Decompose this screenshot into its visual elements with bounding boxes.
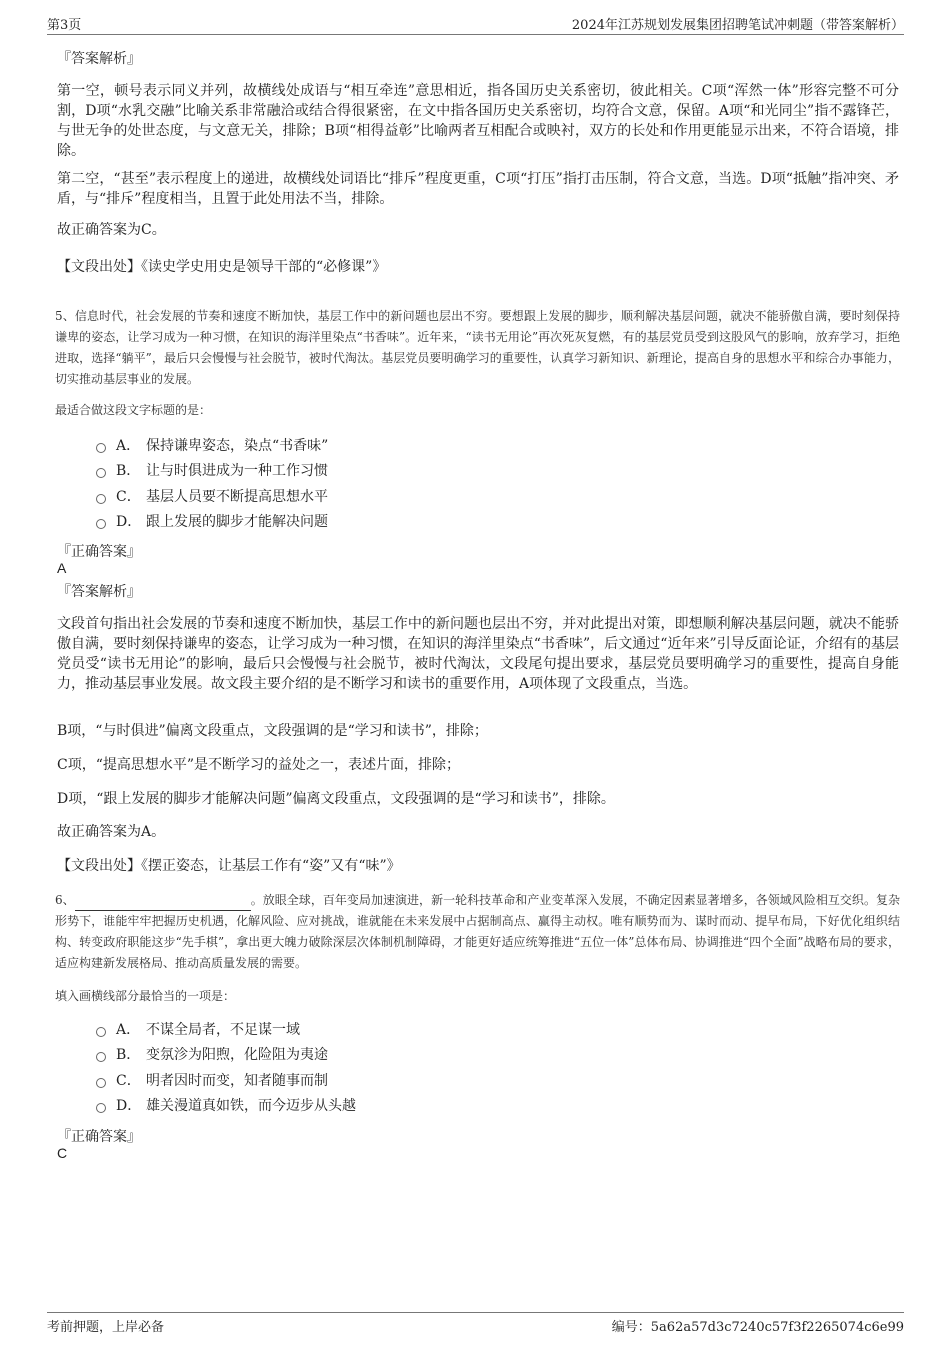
analysis-paragraph: 第二空，“甚至”表示程度上的递进，故横线处词语比“排斥”程度更重，C项“打压”指打击压制，符合文意，当选。D项“抵触”指冲突、矛盾，与“排斥”程度相当，且置于此处用法不当，排除。: [57, 171, 899, 207]
analysis-label: 『答案解析』: [57, 51, 141, 67]
page-number: 第3页: [47, 18, 82, 33]
question-body: 。放眼全球，百年变局加速演进，新一轮科技革命和产业变革深入发展，不确定因素显著增多，各领域风险相互交织。复杂形势下，谁能牢牢把握历史机遇，化解风险、应对挑战，谁就能在未来发展中占据制高点、赢得主动权。唯有顺势而为、谋时而动、提早布局，下好优化组织结构、转变政府职能这步“先手棋”，拿出更大魄力破除深层次体制机制障碍，才能更好适应统筹推进“五位一体”总体布局、协调推进“四个全面”战略布局的要求，适应构建新发展格局、推动高质量发展的需要。: [55, 893, 900, 970]
question-number: 6、: [55, 893, 75, 907]
radio-button-icon[interactable]: [96, 1078, 106, 1088]
correct-answer: C: [57, 1145, 68, 1161]
source-citation: 【文段出处】《摆正姿态，让基层工作有“姿”又有“味”》: [57, 858, 401, 874]
radio-button-icon[interactable]: [96, 494, 106, 504]
correct-answer: A: [57, 560, 67, 576]
radio-button-icon[interactable]: [96, 1052, 106, 1062]
document-title: 2024年江苏规划发展集团招聘笔试冲刺题（带答案解析）: [571, 18, 904, 33]
question-prompt: 最适合做这段文字标题的是：: [55, 403, 212, 417]
option-d[interactable]: [96, 1096, 356, 1116]
document-id: 编号：5a62a57d3c7240c57f3f2265074c6e99: [611, 1320, 904, 1335]
option-text: 明者因时而变，知者随事而制: [146, 1073, 328, 1089]
option-text: 让与时俱进成为一种工作习惯: [146, 463, 328, 479]
option-text: 变氛沴为阳煦，化险阻为夷途: [146, 1047, 328, 1063]
option-c[interactable]: [96, 1071, 328, 1091]
option-letter: A．: [116, 1022, 141, 1038]
radio-button-icon[interactable]: [96, 443, 106, 453]
page-footer: [47, 1312, 904, 1335]
footer-slogan: 考前押题，上岸必备: [47, 1320, 165, 1335]
option-b[interactable]: [96, 1045, 328, 1065]
option-b[interactable]: [96, 461, 328, 481]
analysis-paragraph: D项，“跟上发展的脚步才能解决问题”偏离文段重点，文段强调的是“学习和读书”，排除。: [57, 791, 615, 807]
option-text: 跟上发展的脚步才能解决问题: [146, 514, 328, 530]
option-letter: C．: [116, 1073, 141, 1089]
option-letter: B．: [116, 1047, 141, 1063]
question-prompt: 填入画横线部分最恰当的一项是：: [55, 989, 236, 1003]
option-letter: A．: [116, 438, 141, 454]
radio-button-icon[interactable]: [96, 1027, 106, 1037]
option-d[interactable]: [96, 512, 328, 532]
option-text: 不谋全局者，不足谋一域: [146, 1022, 300, 1038]
question-text: [55, 890, 900, 974]
option-c[interactable]: [96, 487, 328, 507]
radio-button-icon[interactable]: [96, 468, 106, 478]
radio-button-icon[interactable]: [96, 519, 106, 529]
option-a[interactable]: [96, 1020, 300, 1040]
option-text: 保持谦卑姿态，染点“书香味”: [146, 438, 329, 454]
analysis-paragraph: 第一空，顿号表示同义并列，故横线处成语与“相互牵连”意思相近，指各国历史关系密切，彼此相关。C项“浑然一体”形容完整不可分割，D项“水乳交融”比喻关系非常融洽或结合得很紧密，在文中指各国历史关系密切，均符合文意，保留。A项“和光同尘”指不露锋芒，与世无争的处世态度，与文意无关，排除；B项“相得益彰”比喻两者互相配合或映衬，双方的长处和作用更能显示出来，不符合语境，排除。: [57, 83, 899, 159]
option-letter: D．: [116, 1098, 142, 1114]
analysis-conclusion: 故正确答案为C。: [57, 222, 166, 238]
correct-answer-label: 『正确答案』: [57, 544, 141, 560]
option-letter: D．: [116, 514, 142, 530]
analysis-paragraph: C项，“提高思想水平”是不断学习的益处之一，表述片面，排除；: [57, 757, 461, 773]
fill-in-blank: [75, 897, 251, 911]
page-header: [47, 12, 904, 35]
option-text: 基层人员要不断提高思想水平: [146, 489, 328, 505]
source-citation: 【文段出处】《读史学史用史是领导干部的“必修课”》: [57, 259, 387, 275]
analysis-conclusion: 故正确答案为A。: [57, 824, 166, 840]
option-letter: B．: [116, 463, 141, 479]
analysis-paragraph: 文段首句指出社会发展的节奏和速度不断加快，基层工作中的新问题也层出不穷，并对此提出对策，即想顺利解决基层问题，就决不能骄傲自满，要时刻保持谦卑的姿态，让学习成为一种习惯，在知识的海洋里染点“书香味”，后文通过“近年来”引导反面论证，介绍有的基层党员受“读书无用论”的影响，最后只会慢慢与社会脱节，被时代淘汰，文段尾句提出要求，基层党员要明确学习的重要性，提高自身能力，推动基层事业发展。故文段主要介绍的是不断学习和读书的重要作用，A项体现了文段重点，当选。: [57, 616, 899, 692]
option-text: 雄关漫道真如铁，而今迈步从头越: [146, 1098, 356, 1114]
correct-answer-label: 『正确答案』: [57, 1129, 141, 1145]
analysis-paragraph: B项，“与时俱进”偏离文段重点，文段强调的是“学习和读书”，排除；: [57, 723, 488, 739]
radio-button-icon[interactable]: [96, 1103, 106, 1113]
option-letter: C．: [116, 489, 141, 505]
option-a[interactable]: [96, 436, 328, 456]
analysis-label: 『答案解析』: [57, 584, 141, 600]
question-text: 5、信息时代，社会发展的节奏和速度不断加快，基层工作中的新问题也层出不穷。要想跟上发展的脚步，顺利解决基层问题，就决不能骄傲自满，要时刻保持谦卑的姿态，让学习成为一种习惯，在知识的海洋里染点“书香味”。近年来，“读书无用论”再次死灰复燃，有的基层党员受到这股风气的影响，放弃学习，拒绝进取，选择“躺平”，最后只会慢慢与社会脱节，被时代淘汰。基层党员要明确学习的重要性，认真学习新知识、新理论，提高自身的思想水平和综合办事能力，切实推动基层事业的发展。: [55, 309, 900, 386]
